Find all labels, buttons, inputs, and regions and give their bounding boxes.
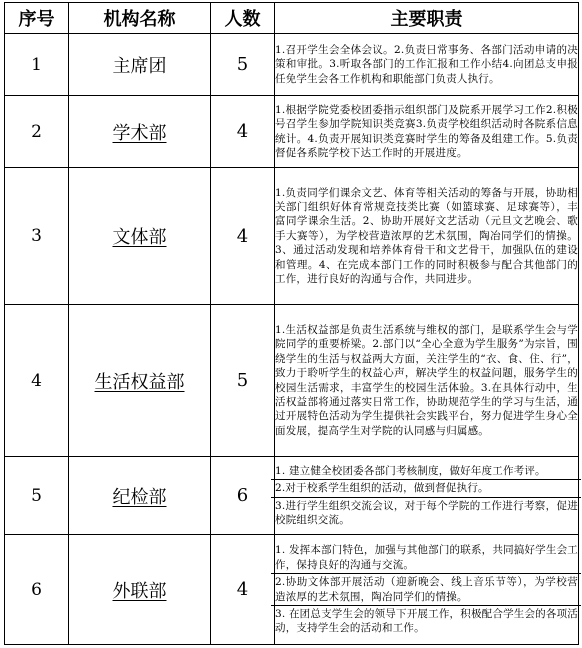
table-row <box>5 305 579 457</box>
row-idx: 2 <box>5 96 69 168</box>
header-idx: 序号 <box>5 3 69 34</box>
row-duty-item: 1. 建立健全校团委各部门考核制度，做好年度工作考评。 <box>275 464 546 477</box>
row-duty-item: 3. 在团总支学生会的领导下开展工作，积极配合学生会的各项活动，支持学生会的活动和工作。 <box>271 605 581 637</box>
table-row <box>5 457 579 535</box>
row-count: 4 <box>211 535 275 645</box>
row-duty-item: 1. 发挥本部门特色，加强与其他部门的联系，共同搞好学生会工作，保持良好的沟通与交流。 <box>275 544 578 571</box>
row-count: 4 <box>211 96 275 168</box>
row-count: 5 <box>211 34 275 96</box>
row-duty: 1.根据学院党委校团委指示组织部门及院系开展学习工作2.积极号召学生参加学院知识类竞赛3.负责学校组织活动时各院系信息统计。4.负责开展知识类竞赛时学生的筹备及组建工作。5.负责督促各系院学校下达工作时的开展进度。 <box>275 103 578 159</box>
row-idx: 6 <box>5 535 69 645</box>
row-org: 主席团 <box>112 55 167 77</box>
row-idx: 4 <box>5 305 69 457</box>
row-idx: 3 <box>5 168 69 305</box>
row-count: 4 <box>211 168 275 305</box>
table-row <box>5 535 579 645</box>
row-duty-item: 2.对于校系学生组织的活动，做到督促执行。 <box>271 479 581 496</box>
row-duty: 1.负责同学们课余文艺、体育等相关活动的筹备与开展，协助相关部门组织好体育常规竞技类比赛（如篮球赛、足球赛等），丰富同学课余生活。2、协助开展好文艺活动（元旦文艺晚会、歌手大赛等），为学校营造浓厚的艺术氛围，陶冶同学们的情操。3、通过活动发现和培养体育骨干和文艺骨干，加强队伍的建设和管理。4、在完成本部门工作的同时积极参与配合其他部门的工作，进行良好的沟通与合作，共同进步。 <box>275 186 578 286</box>
header-row <box>5 3 579 34</box>
row-org: 纪检部 <box>112 486 167 508</box>
duties-table <box>4 2 579 645</box>
row-idx: 5 <box>5 457 69 535</box>
table-row <box>5 96 579 168</box>
row-count: 6 <box>211 457 275 535</box>
header-org: 机构名称 <box>69 3 211 34</box>
row-org: 文体部 <box>112 227 167 248</box>
table-row <box>5 168 579 305</box>
row-count: 5 <box>211 305 275 457</box>
table-row <box>5 34 579 96</box>
row-idx: 1 <box>5 34 69 96</box>
header-duty: 主要职责 <box>275 3 579 34</box>
row-org: 学术部 <box>112 122 167 144</box>
header-count: 人数 <box>211 3 275 34</box>
row-duty-item: 2.协助文体部开展活动（迎新晚会、线上音乐节等），为学校营造浓厚的艺术氛围，陶冶同学们的情操。 <box>271 573 581 605</box>
row-org: 外联部 <box>112 580 167 602</box>
row-duty: 1.生活权益部是负责生活系统与维权的部门，是联系学生会与学院同学的重要桥梁。2.部门以“全心全意为学生服务”为宗旨，围绕学生的生活与权益两大方面，关注学生的“衣、食、住、行”，致力于聆听学生的权益心声，解决学生的权益问题，服务学生的校园生活需求，丰富学生的校园生活体验。3.在具体行动中，生活权益部将通过落实日常工作，协助规范学生的学习与生活，通过开展特色活动为学生提供社会实践平台，努力促进学生身心全面发展，提高学生对学院的认同感与归属感。 <box>275 323 578 437</box>
row-duty: 1.召开学生会全体会议。2.负责日常事务、各部门活动申请的决策和审批。3.听取各部门的工作汇报和工作小结4.向团总支申报任免学生会各工作机构和职能部门负责人执行。 <box>275 43 578 85</box>
row-duty-item: 3.进行学生组织交流会议，对于每个学院的工作进行考察，促进校院组织交流。 <box>271 497 581 529</box>
row-org: 生活权益部 <box>94 371 185 393</box>
